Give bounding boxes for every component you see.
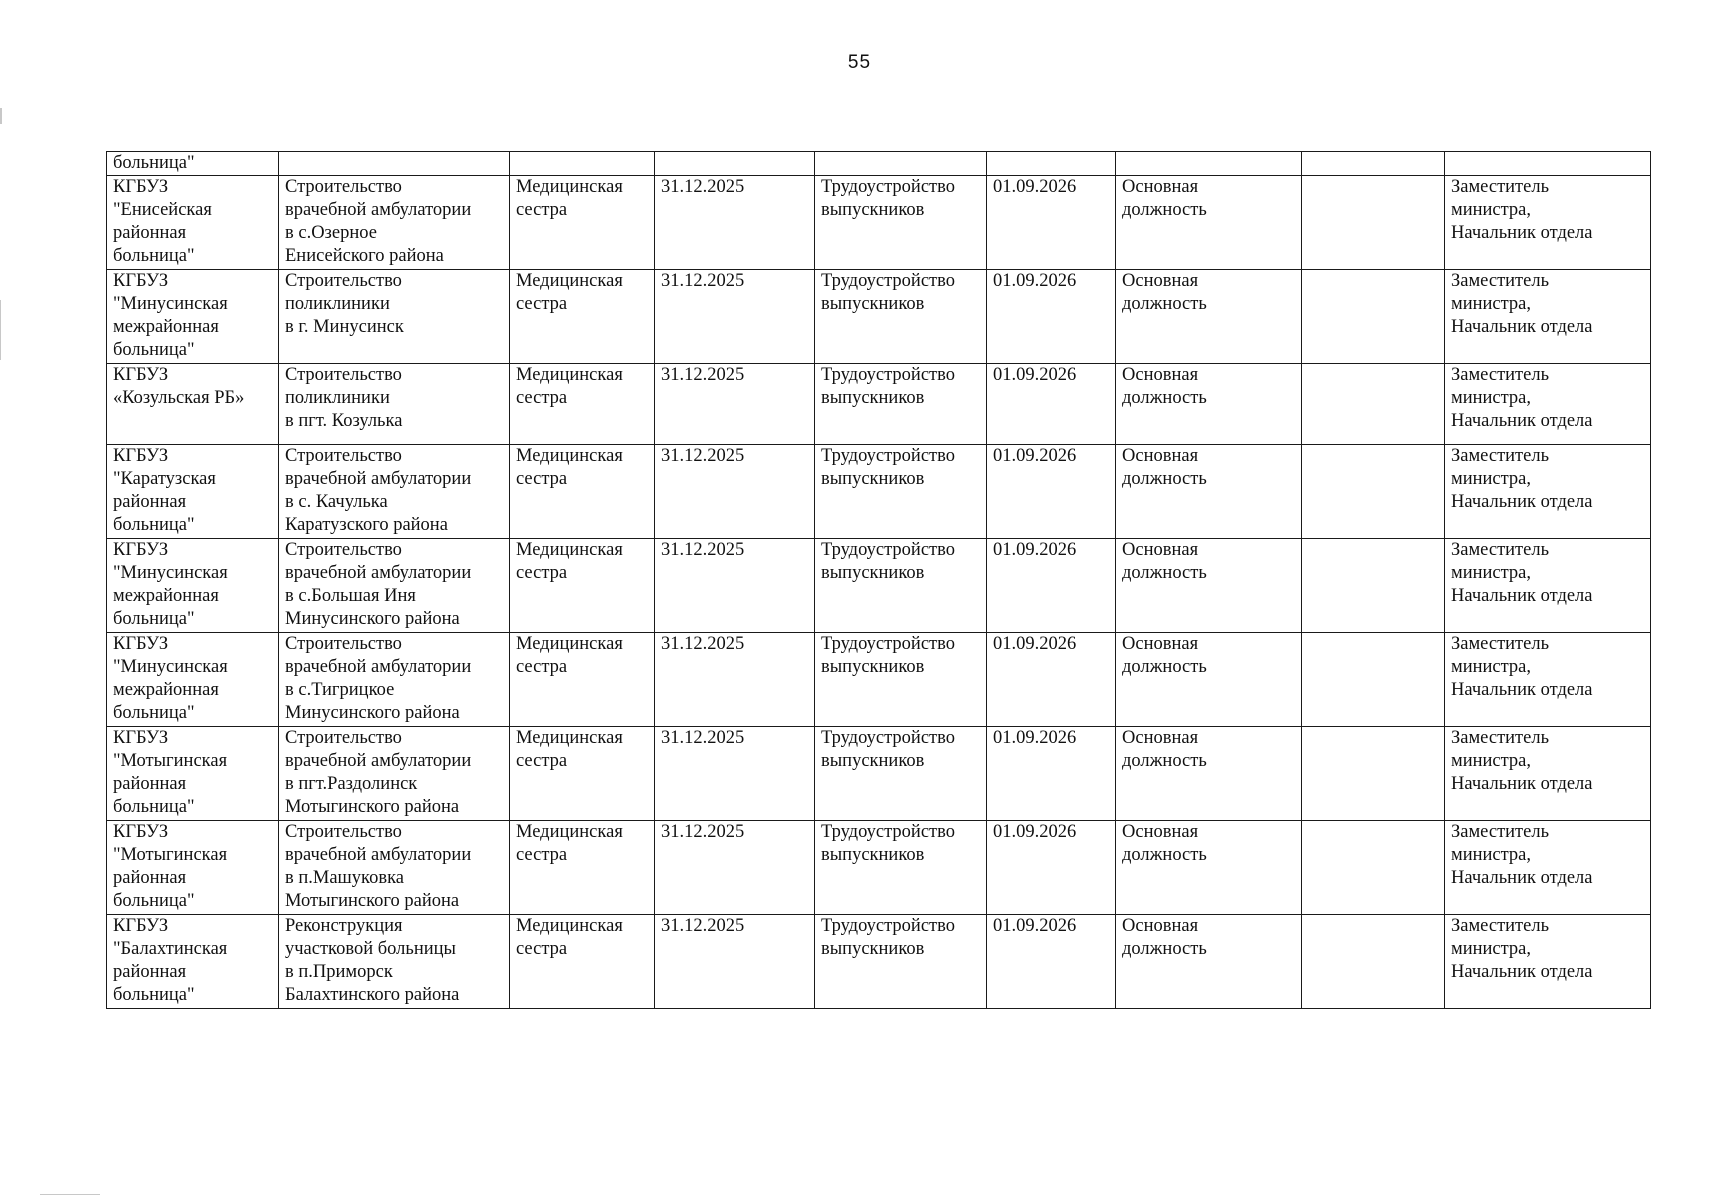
cell-line: Медицинская <box>516 177 623 197</box>
cell-line: больница" <box>113 891 195 911</box>
note-cell <box>1302 539 1445 633</box>
cell-line: Строительство <box>285 822 402 842</box>
measure-cell <box>815 176 987 270</box>
action-cell <box>279 821 510 915</box>
cell-line: должность <box>1122 939 1207 959</box>
organization-cell <box>107 727 279 821</box>
cell-line: КГБУЗ <box>113 916 169 936</box>
cell-line: Заместитель <box>1451 728 1550 748</box>
cell-line: Каратузского района <box>285 515 448 535</box>
cell-line: "Енисейская <box>113 200 212 220</box>
cell-line: районная <box>113 868 187 888</box>
measure-cell <box>815 539 987 633</box>
cell-line: Строительство <box>285 177 402 197</box>
cell-line: КГБУЗ <box>113 540 169 560</box>
note-cell <box>1302 821 1445 915</box>
staffing-table <box>106 151 1651 1009</box>
cell-line: больница" <box>113 985 195 1005</box>
cell-line: районная <box>113 774 187 794</box>
cell-line: Трудоустройство <box>821 365 955 385</box>
action-cell <box>279 727 510 821</box>
cell-line: выпускников <box>821 563 925 583</box>
position-cell <box>510 176 655 270</box>
cell-line: межрайонная <box>113 680 219 700</box>
cell-line: Заместитель <box>1451 540 1550 560</box>
note-cell <box>1302 176 1445 270</box>
cell-line: Медицинская <box>516 916 623 936</box>
cell-line: Медицинская <box>516 822 623 842</box>
cell-line: врачебной амбулатории <box>285 751 472 771</box>
cell-line: Медицинская <box>516 728 623 748</box>
cell-line: "Минусинская <box>113 657 228 677</box>
target-date-cell: 01.09.2026 <box>987 364 1116 445</box>
cell-line: "Мотыгинская <box>113 845 228 865</box>
cell-line: сестра <box>516 939 568 959</box>
cell-line: Медицинская <box>516 365 623 385</box>
responsible-cell <box>1445 539 1651 633</box>
target-date-cell: 01.09.2026 <box>987 539 1116 633</box>
responsible-cell <box>1445 633 1651 727</box>
cell-line: в с.Большая Иня <box>285 586 416 606</box>
responsible-cell <box>1445 270 1651 364</box>
cell-line: должность <box>1122 563 1207 583</box>
cell-line: министра, <box>1451 563 1532 583</box>
organization-cell <box>107 821 279 915</box>
date-cell: 31.12.2025 <box>655 364 815 445</box>
cell-line: Медицинская <box>516 446 623 466</box>
position-cell <box>510 364 655 445</box>
target-date-cell: 01.09.2026 <box>987 270 1116 364</box>
organization-cell <box>107 539 279 633</box>
cell-line: выпускников <box>821 939 925 959</box>
cell-line: Заместитель <box>1451 916 1550 936</box>
cell-line: Начальник отдела <box>1451 962 1593 982</box>
job-type-cell <box>1116 445 1302 539</box>
table-row <box>107 270 1651 364</box>
cell-line: Трудоустройство <box>821 822 955 842</box>
responsible-cell <box>1445 445 1651 539</box>
cell-line: Начальник отдела <box>1451 411 1593 431</box>
cell-line: сестра <box>516 388 568 408</box>
cell-line: Трудоустройство <box>821 177 955 197</box>
cell-line: Строительство <box>285 634 402 654</box>
organization-cell <box>107 364 279 445</box>
position-cell <box>510 270 655 364</box>
position-cell <box>510 915 655 1009</box>
cell-line: должность <box>1122 657 1207 677</box>
table-row <box>107 633 1651 727</box>
cell-line: Строительство <box>285 540 402 560</box>
note-cell <box>1302 364 1445 445</box>
cell-line: Начальник отдела <box>1451 223 1593 243</box>
cell-line: Трудоустройство <box>821 271 955 291</box>
job-type-cell <box>1116 270 1302 364</box>
cell-line: должность <box>1122 200 1207 220</box>
cell-line: Основная <box>1122 365 1199 385</box>
cell-line: Балахтинского района <box>285 985 460 1005</box>
cell-line: Медицинская <box>516 271 623 291</box>
cell-line: межрайонная <box>113 317 219 337</box>
cell-line: в с.Тигрицкое <box>285 680 395 700</box>
cell-line: Начальник отдела <box>1451 774 1593 794</box>
cell-line: Минусинского района <box>285 703 460 723</box>
job-type-cell <box>1116 633 1302 727</box>
page-number: 55 <box>847 52 872 73</box>
cell-line: министра, <box>1451 751 1532 771</box>
responsible-cell <box>1445 915 1651 1009</box>
cell-line: Заместитель <box>1451 177 1550 197</box>
cell-line: Основная <box>1122 822 1199 842</box>
cell-line: Енисейского района <box>285 246 444 266</box>
cell-line: "Минусинская <box>113 294 228 314</box>
cell-line: в п.Машуковка <box>285 868 404 888</box>
responsible-cell <box>1445 821 1651 915</box>
cell-line: "Балахтинская <box>113 939 228 959</box>
job-type-cell <box>1116 539 1302 633</box>
cell-line: больница" <box>113 246 195 266</box>
scan-edge-mark <box>0 300 1 360</box>
cell-line: Мотыгинского района <box>285 891 460 911</box>
cell-line: выпускников <box>821 388 925 408</box>
responsible-cell <box>1445 152 1651 176</box>
target-date-cell: 01.09.2026 <box>987 727 1116 821</box>
job-type-cell <box>1116 152 1302 176</box>
action-cell <box>279 915 510 1009</box>
target-date-cell: 01.09.2026 <box>987 633 1116 727</box>
cell-line: больница" <box>113 797 195 817</box>
job-type-cell <box>1116 364 1302 445</box>
cell-line: районная <box>113 492 187 512</box>
note-cell <box>1302 915 1445 1009</box>
cell-line: должность <box>1122 751 1207 771</box>
position-cell <box>510 445 655 539</box>
cell-line: КГБУЗ <box>113 822 169 842</box>
job-type-cell <box>1116 176 1302 270</box>
table-row <box>107 821 1651 915</box>
cell-line: поликлиники <box>285 294 390 314</box>
cell-line: Основная <box>1122 446 1199 466</box>
job-type-cell <box>1116 915 1302 1009</box>
cell-line: выпускников <box>821 294 925 314</box>
target-date-cell <box>987 152 1116 176</box>
responsible-cell <box>1445 176 1651 270</box>
cell-line: выпускников <box>821 200 925 220</box>
cell-line: сестра <box>516 563 568 583</box>
date-cell: 31.12.2025 <box>655 727 815 821</box>
cell-line: Начальник отдела <box>1451 317 1593 337</box>
cell-line: районная <box>113 223 187 243</box>
action-cell <box>279 633 510 727</box>
cell-line: Начальник отдела <box>1451 680 1593 700</box>
cell-line: врачебной амбулатории <box>285 845 472 865</box>
cell-line: Заместитель <box>1451 634 1550 654</box>
scan-edge-mark <box>0 108 2 124</box>
cell-line: в пгт.Раздолинск <box>285 774 418 794</box>
cell-line: Трудоустройство <box>821 916 955 936</box>
cell-line: врачебной амбулатории <box>285 657 472 677</box>
organization-cell <box>107 270 279 364</box>
target-date-cell: 01.09.2026 <box>987 915 1116 1009</box>
cell-line: сестра <box>516 200 568 220</box>
table-row <box>107 176 1651 270</box>
cell-line: министра, <box>1451 657 1532 677</box>
table-row <box>107 445 1651 539</box>
position-cell <box>510 152 655 176</box>
measure-cell <box>815 915 987 1009</box>
measure-cell <box>815 364 987 445</box>
cell-line: Строительство <box>285 728 402 748</box>
cell-line: Строительство <box>285 446 402 466</box>
organization-cell <box>107 915 279 1009</box>
cell-line: КГБУЗ <box>113 446 169 466</box>
position-cell <box>510 821 655 915</box>
cell-line: должность <box>1122 294 1207 314</box>
cell-line: сестра <box>516 469 568 489</box>
cell-line: врачебной амбулатории <box>285 469 472 489</box>
cell-line: Начальник отдела <box>1451 868 1593 888</box>
cell-line: КГБУЗ <box>113 728 169 748</box>
measure-cell <box>815 445 987 539</box>
action-cell <box>279 364 510 445</box>
cell-line: Основная <box>1122 540 1199 560</box>
cell-line: министра, <box>1451 388 1532 408</box>
cell-line: Основная <box>1122 916 1199 936</box>
organization-cell <box>107 152 279 176</box>
cell-line: министра, <box>1451 845 1532 865</box>
table-row <box>107 915 1651 1009</box>
cell-line: в с.Озерное <box>285 223 377 243</box>
cell-line: межрайонная <box>113 586 219 606</box>
cell-line: «Козульская РБ» <box>113 388 245 408</box>
note-cell <box>1302 727 1445 821</box>
measure-cell <box>815 152 987 176</box>
date-cell <box>655 152 815 176</box>
cell-line: в с. Качулька <box>285 492 388 512</box>
table-body <box>107 152 1651 1009</box>
continuation-row <box>107 152 1651 176</box>
cell-line: выпускников <box>821 469 925 489</box>
date-cell: 31.12.2025 <box>655 821 815 915</box>
date-cell: 31.12.2025 <box>655 270 815 364</box>
cell-line: Строительство <box>285 365 402 385</box>
cell-line: сестра <box>516 657 568 677</box>
cell-line: Заместитель <box>1451 446 1550 466</box>
cell-line: сестра <box>516 845 568 865</box>
note-cell <box>1302 152 1445 176</box>
organization-cell <box>107 445 279 539</box>
cell-line: министра, <box>1451 200 1532 220</box>
organization-cell <box>107 176 279 270</box>
cell-line: сестра <box>516 751 568 771</box>
date-cell: 31.12.2025 <box>655 176 815 270</box>
note-cell <box>1302 633 1445 727</box>
cell-line: врачебной амбулатории <box>285 200 472 220</box>
table-row <box>107 364 1651 445</box>
job-type-cell <box>1116 727 1302 821</box>
cell-line: должность <box>1122 845 1207 865</box>
responsible-cell <box>1445 364 1651 445</box>
cell-line: "Мотыгинская <box>113 751 228 771</box>
cell-line: "Каратузская <box>113 469 216 489</box>
cell-line: выпускников <box>821 751 925 771</box>
cell-line: выпускников <box>821 845 925 865</box>
cell-line: КГБУЗ <box>113 365 169 385</box>
cell-line: министра, <box>1451 469 1532 489</box>
cell-line: Реконструкция <box>285 916 403 936</box>
cell-line: Трудоустройство <box>821 728 955 748</box>
target-date-cell: 01.09.2026 <box>987 821 1116 915</box>
cell-line: КГБУЗ <box>113 177 169 197</box>
cell-line: "Минусинская <box>113 563 228 583</box>
position-cell <box>510 633 655 727</box>
measure-cell <box>815 727 987 821</box>
cell-line: в пгт. Козулька <box>285 411 403 431</box>
action-cell <box>279 152 510 176</box>
table-row <box>107 727 1651 821</box>
cell-line: Основная <box>1122 634 1199 654</box>
cell-line: министра, <box>1451 294 1532 314</box>
cell-line: Минусинского района <box>285 609 460 629</box>
cell-line: больница" <box>113 515 195 535</box>
cell-line: больница" <box>113 153 195 173</box>
organization-cell <box>107 633 279 727</box>
target-date-cell: 01.09.2026 <box>987 445 1116 539</box>
date-cell: 31.12.2025 <box>655 633 815 727</box>
action-cell <box>279 539 510 633</box>
note-cell <box>1302 270 1445 364</box>
measure-cell <box>815 821 987 915</box>
cell-line: Трудоустройство <box>821 634 955 654</box>
cell-line: Начальник отдела <box>1451 492 1593 512</box>
cell-line: Основная <box>1122 177 1199 197</box>
cell-line: Медицинская <box>516 540 623 560</box>
scan-edge-mark <box>40 1194 100 1195</box>
measure-cell <box>815 633 987 727</box>
date-cell: 31.12.2025 <box>655 539 815 633</box>
cell-line: больница" <box>113 703 195 723</box>
cell-line: выпускников <box>821 657 925 677</box>
cell-line: участковой больницы <box>285 939 456 959</box>
cell-line: врачебной амбулатории <box>285 563 472 583</box>
cell-line: поликлиники <box>285 388 390 408</box>
action-cell <box>279 176 510 270</box>
cell-line: в г. Минусинск <box>285 317 404 337</box>
cell-line: Заместитель <box>1451 822 1550 842</box>
cell-line: больница" <box>113 340 195 360</box>
cell-line: Строительство <box>285 271 402 291</box>
measure-cell <box>815 270 987 364</box>
cell-line: Начальник отдела <box>1451 586 1593 606</box>
action-cell <box>279 445 510 539</box>
date-cell: 31.12.2025 <box>655 915 815 1009</box>
position-cell <box>510 727 655 821</box>
action-cell <box>279 270 510 364</box>
cell-line: Мотыгинского района <box>285 797 460 817</box>
cell-line: Заместитель <box>1451 365 1550 385</box>
cell-line: должность <box>1122 469 1207 489</box>
date-cell: 31.12.2025 <box>655 445 815 539</box>
cell-line: Заместитель <box>1451 271 1550 291</box>
cell-line: КГБУЗ <box>113 271 169 291</box>
cell-line: сестра <box>516 294 568 314</box>
table-row <box>107 539 1651 633</box>
cell-line: районная <box>113 962 187 982</box>
cell-line: в п.Приморск <box>285 962 393 982</box>
target-date-cell: 01.09.2026 <box>987 176 1116 270</box>
note-cell <box>1302 445 1445 539</box>
cell-line: министра, <box>1451 939 1532 959</box>
job-type-cell <box>1116 821 1302 915</box>
position-cell <box>510 539 655 633</box>
cell-line: Трудоустройство <box>821 540 955 560</box>
cell-line: Основная <box>1122 728 1199 748</box>
cell-line: Трудоустройство <box>821 446 955 466</box>
cell-line: Основная <box>1122 271 1199 291</box>
cell-line: Медицинская <box>516 634 623 654</box>
cell-line: должность <box>1122 388 1207 408</box>
cell-line: больница" <box>113 609 195 629</box>
responsible-cell <box>1445 727 1651 821</box>
cell-line: КГБУЗ <box>113 634 169 654</box>
